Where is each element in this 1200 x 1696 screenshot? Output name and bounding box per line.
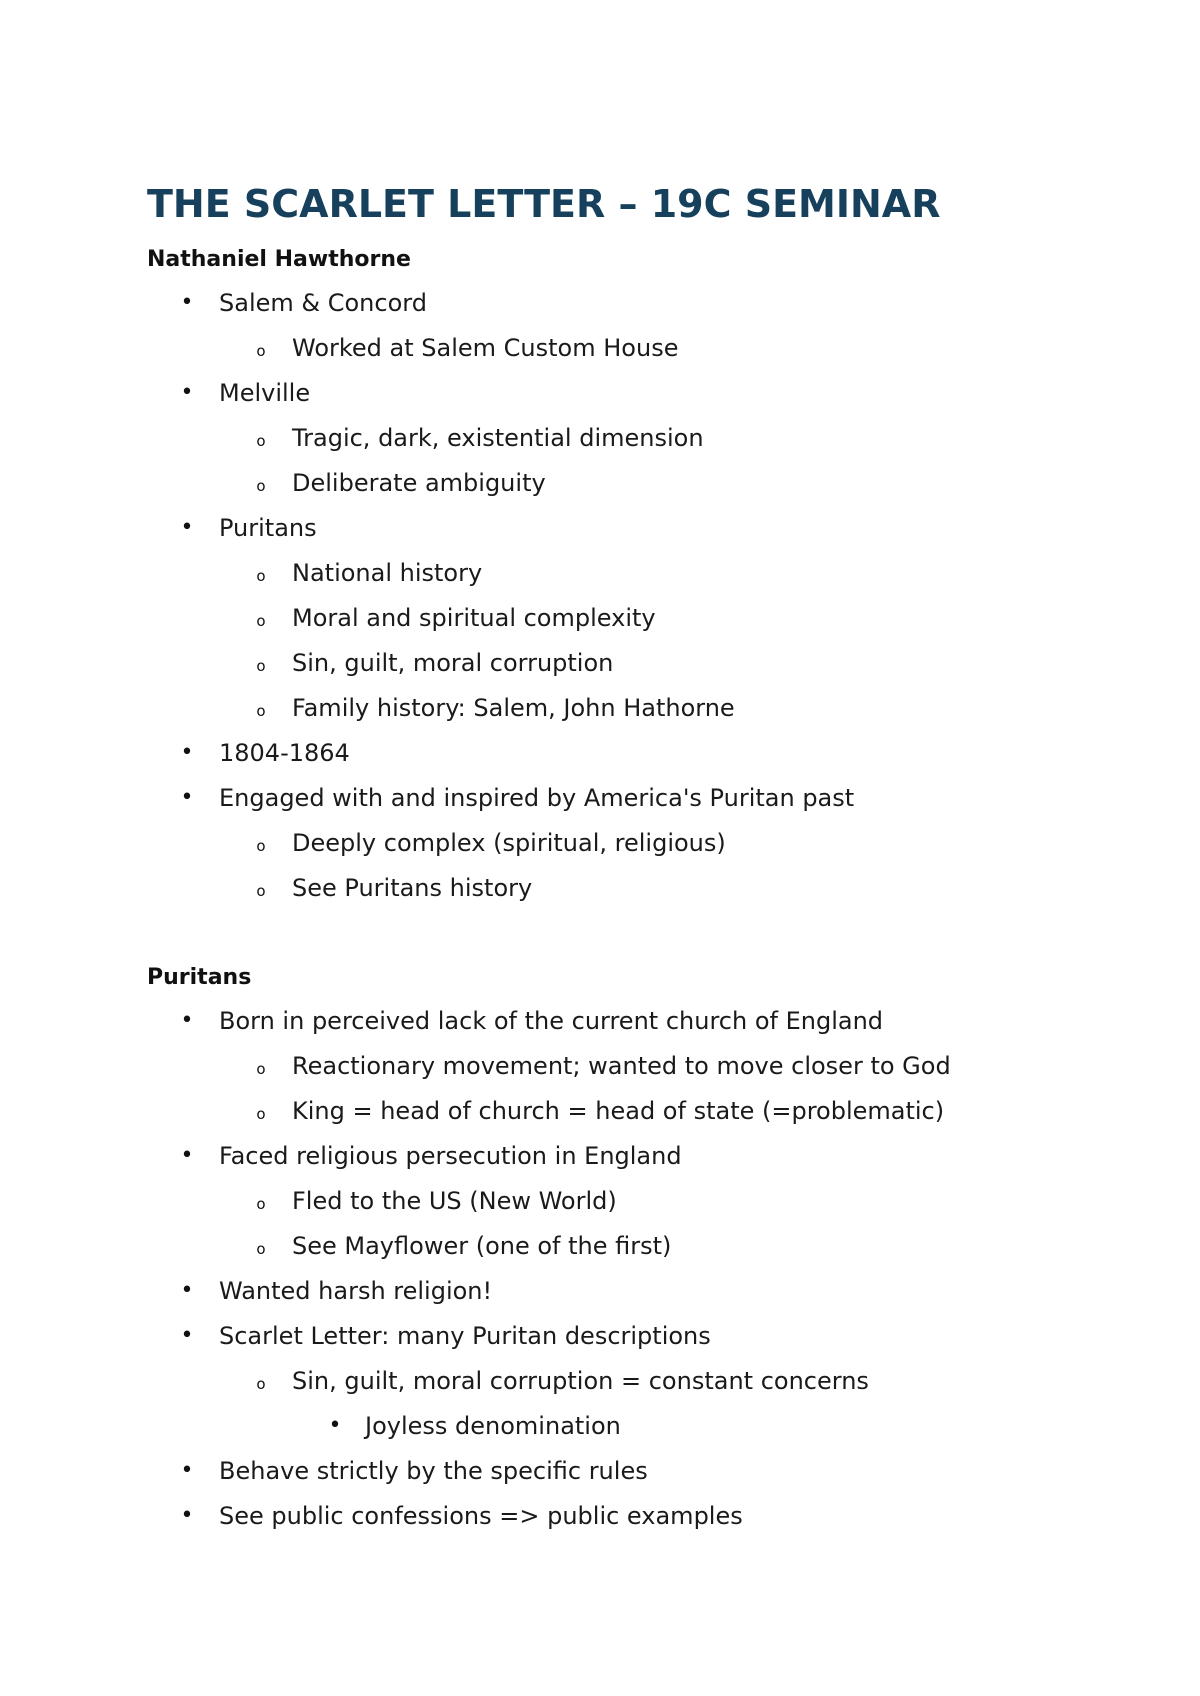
- list-item-text: Deeply complex (spiritual, religious): [292, 829, 726, 857]
- circle-bullet-icon: o: [256, 1060, 266, 1078]
- bullet-icon: •: [328, 1413, 342, 1438]
- list-item-text: Deliberate ambiguity: [292, 469, 546, 497]
- bullet-icon: •: [180, 1503, 194, 1528]
- list-item-text: Melville: [219, 379, 311, 407]
- list-item-text: Wanted harsh religion!: [219, 1277, 493, 1305]
- bullet-icon: •: [180, 380, 194, 405]
- circle-bullet-icon: o: [256, 477, 266, 495]
- circle-bullet-icon: o: [256, 837, 266, 855]
- list-item-text: See Puritans history: [292, 874, 533, 902]
- circle-bullet-icon: o: [256, 612, 266, 630]
- list-item-text: Worked at Salem Custom House: [292, 334, 679, 362]
- bullet-icon: •: [180, 785, 194, 810]
- list-item-text: Reactionary movement; wanted to move closer to God: [292, 1052, 951, 1080]
- list-item-text: Behave strictly by the specific rules: [219, 1457, 648, 1485]
- circle-bullet-icon: o: [256, 702, 266, 720]
- bullet-icon: •: [180, 1008, 194, 1033]
- circle-bullet-icon: o: [256, 1375, 266, 1393]
- circle-bullet-icon: o: [256, 882, 266, 900]
- circle-bullet-icon: o: [256, 1105, 266, 1123]
- list-item-text: Faced religious persecution in England: [219, 1142, 682, 1170]
- circle-bullet-icon: o: [256, 567, 266, 585]
- list-item-text: Family history: Salem, John Hathorne: [292, 694, 735, 722]
- list-item-text: Joyless denomination: [365, 1412, 621, 1440]
- circle-bullet-icon: o: [256, 432, 266, 450]
- circle-bullet-icon: o: [256, 1195, 266, 1213]
- list-item-text: See public confessions => public examples: [219, 1502, 743, 1530]
- bullet-icon: •: [180, 290, 194, 315]
- list-item-text: Fled to the US (New World): [292, 1187, 617, 1215]
- list-item-text: 1804-1864: [219, 739, 350, 767]
- circle-bullet-icon: o: [256, 1240, 266, 1258]
- bullet-icon: •: [180, 1278, 194, 1303]
- list-item-text: Sin, guilt, moral corruption = constant concerns: [292, 1367, 869, 1395]
- list-item-text: Tragic, dark, existential dimension: [292, 424, 704, 452]
- circle-bullet-icon: o: [256, 342, 266, 360]
- list-item-text: National history: [292, 559, 483, 587]
- bullet-icon: •: [180, 515, 194, 540]
- document-title: THE SCARLET LETTER – 19C SEMINAR: [147, 182, 941, 226]
- list-item-text: Puritans: [219, 514, 317, 542]
- list-item-text: King = head of church = head of state (=problematic): [292, 1097, 945, 1125]
- bullet-icon: •: [180, 1323, 194, 1348]
- bullet-icon: •: [180, 740, 194, 765]
- list-item-text: Salem & Concord: [219, 289, 427, 317]
- list-item-text: Moral and spiritual complexity: [292, 604, 656, 632]
- bullet-icon: •: [180, 1458, 194, 1483]
- list-item-text: Scarlet Letter: many Puritan descriptions: [219, 1322, 711, 1350]
- section-heading-hawthorne: Nathaniel Hawthorne: [147, 247, 411, 272]
- list-item-text: Born in perceived lack of the current church of England: [219, 1007, 884, 1035]
- list-item-text: Engaged with and inspired by America's Puritan past: [219, 784, 855, 812]
- section-heading-puritans: Puritans: [147, 965, 252, 990]
- circle-bullet-icon: o: [256, 657, 266, 675]
- bullet-icon: •: [180, 1143, 194, 1168]
- list-item-text: Sin, guilt, moral corruption: [292, 649, 614, 677]
- list-item-text: See Mayflower (one of the first): [292, 1232, 672, 1260]
